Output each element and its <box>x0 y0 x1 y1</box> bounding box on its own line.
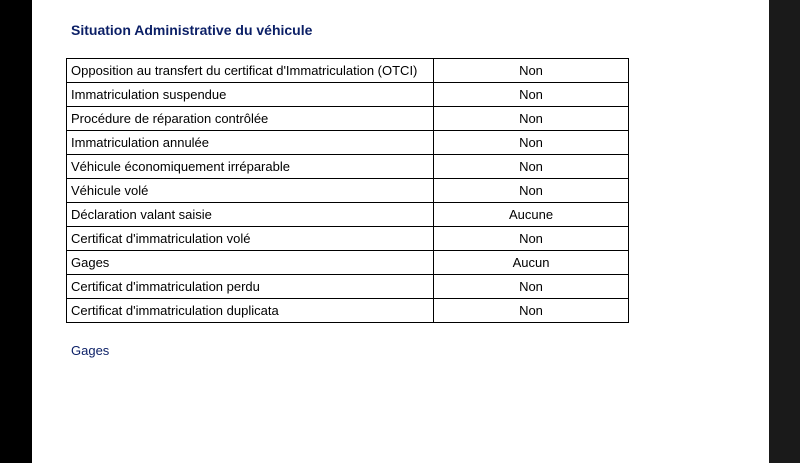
row-value: Non <box>434 299 629 323</box>
table-row <box>67 107 629 131</box>
row-label: Véhicule volé <box>67 179 434 203</box>
row-value: Non <box>434 179 629 203</box>
table-row <box>67 227 629 251</box>
row-label: Immatriculation annulée <box>67 131 434 155</box>
row-label: Certificat d'immatriculation volé <box>67 227 434 251</box>
row-label: Immatriculation suspendue <box>67 83 434 107</box>
row-value: Non <box>434 107 629 131</box>
row-value: Non <box>434 275 629 299</box>
section-title: Situation Administrative du véhicule <box>71 22 313 38</box>
table-row <box>67 83 629 107</box>
table-row <box>67 299 629 323</box>
row-label: Gages <box>67 251 434 275</box>
row-value: Non <box>434 59 629 83</box>
table-row <box>67 179 629 203</box>
row-label: Opposition au transfert du certificat d'Immatriculation (OTCI) <box>67 59 434 83</box>
row-label: Véhicule économiquement irréparable <box>67 155 434 179</box>
right-margin-strip <box>769 0 800 463</box>
table-row <box>67 155 629 179</box>
row-label: Procédure de réparation contrôlée <box>67 107 434 131</box>
table-row <box>67 59 629 83</box>
row-value: Aucune <box>434 203 629 227</box>
row-label: Déclaration valant saisie <box>67 203 434 227</box>
row-value: Non <box>434 227 629 251</box>
table-row <box>67 251 629 275</box>
table-row <box>67 203 629 227</box>
document-page <box>32 0 769 463</box>
vehicle-status-table <box>66 58 629 323</box>
table-row <box>67 131 629 155</box>
table-row <box>67 275 629 299</box>
row-label: Certificat d'immatriculation perdu <box>67 275 434 299</box>
row-value: Non <box>434 131 629 155</box>
row-value: Non <box>434 155 629 179</box>
gages-section-link[interactable]: Gages <box>71 343 110 358</box>
row-label: Certificat d'immatriculation duplicata <box>67 299 434 323</box>
row-value: Non <box>434 83 629 107</box>
row-value: Aucun <box>434 251 629 275</box>
